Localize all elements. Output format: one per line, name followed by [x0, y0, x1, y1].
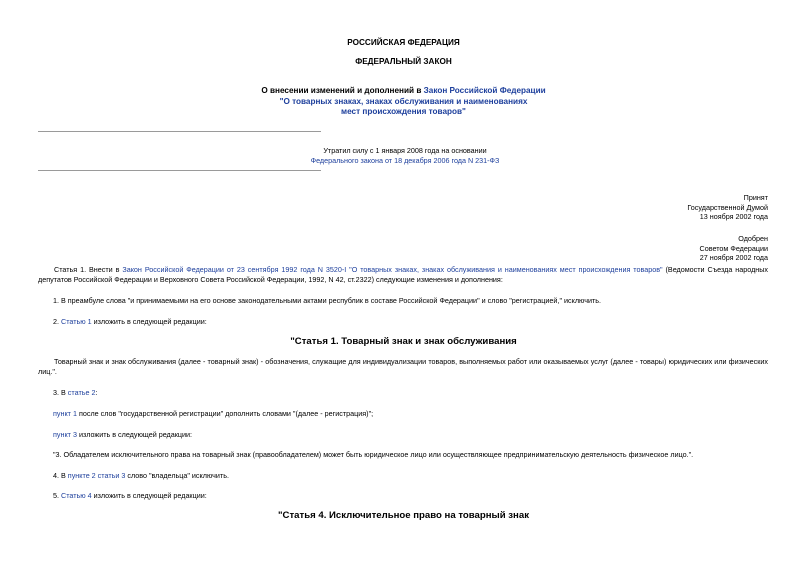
- law-title: [0, 85, 807, 96]
- article-1-prefix: Статья 1. Внести в: [54, 265, 123, 274]
- approved-body: Советом Федерации: [699, 243, 768, 253]
- law-title-line2[interactable]: "О товарных знаках, знаках обслуживания и наименованиях: [279, 97, 528, 106]
- divider-bottom: [38, 170, 321, 171]
- paragraph-4-link[interactable]: пункте 2 статьи 3: [67, 471, 126, 480]
- accepted-label: Принят: [743, 193, 768, 202]
- paragraph-5-prefix: 5.: [53, 491, 61, 500]
- article-1-intro: [38, 265, 768, 284]
- article-1-heading: "Статья 1. Товарный знак и знак обслуживания: [290, 336, 517, 347]
- article-1-suffix: (Ведомости Съезда народных депутатов Российской Федерации и Верховного Совета Российской Федерации, 1992, N 42, ст.2322) следующие изменения и дополнения:: [38, 265, 769, 284]
- accepted-date: 13 ноября 2002 года: [699, 212, 768, 222]
- approved-block: [500, 234, 768, 263]
- paragraph-3: [53, 388, 97, 398]
- article-1-text: Товарный знак и знак обслуживания (далее - товарный знак) - обозначения, служащие для индивидуализации товаров, выполняемых работ или оказываемых услуг (далее - товары) юридических или физических лиц.".: [38, 357, 768, 376]
- approved-date: 27 ноября 2002 года: [699, 253, 768, 263]
- paragraph-2-suffix: изложить в следующей редакции:: [91, 317, 207, 326]
- paragraph-3a-suffix: после слов "государственной регистрации" дополнить словами "(далее - регистрация)";: [76, 409, 374, 418]
- paragraph-2: [53, 317, 207, 327]
- paragraph-3-prefix: 3. В: [53, 388, 68, 397]
- notice-link[interactable]: Федерального закона от 18 декабря 2006 года N 231-ФЗ: [310, 156, 500, 165]
- paragraph-3b-suffix: изложить в следующей редакции:: [76, 430, 193, 439]
- paragraph-3b-link[interactable]: пункт 3: [53, 430, 77, 439]
- article-4-heading: "Статья 4. Исключительное право на товарный знак: [278, 510, 529, 521]
- paragraph-2-link[interactable]: Статью 1: [61, 317, 92, 326]
- accepted-block: [500, 193, 768, 222]
- article-1-law-link[interactable]: Закон Российской Федерации от 23 сентября 1992 года N 3520-I "О товарных знаках, знаках обслуживания и наименованиях мест происхождения товаров": [122, 265, 663, 274]
- law-title-link[interactable]: Закон Российской Федерации: [423, 86, 546, 95]
- paragraph-2-prefix: 2.: [53, 317, 61, 326]
- country-heading: РОССИЙСКАЯ ФЕДЕРАЦИЯ: [347, 38, 460, 47]
- divider-top: [38, 131, 321, 132]
- paragraph-4-suffix: слово "владельца" исключить.: [125, 471, 229, 480]
- law-title-prefix: О внесении изменений и дополнений в: [261, 86, 424, 95]
- law-title-line3[interactable]: мест происхождения товаров": [341, 107, 466, 116]
- paragraph-4-prefix: 4. В: [53, 471, 68, 480]
- accepted-body: Государственной Думой: [687, 202, 768, 212]
- paragraph-3b: [53, 430, 192, 440]
- paragraph-3a-link[interactable]: пункт 1: [53, 409, 77, 418]
- paragraph-3c: "3. Обладателем исключительного права на товарный знак (правообладателем) может быть юридическое лицо или осуществляющее предпринимательскую деятельность физическое лицо.".: [53, 450, 694, 459]
- doc-type-heading: ФЕДЕРАЛЬНЫЙ ЗАКОН: [355, 57, 452, 66]
- paragraph-3a: [53, 409, 373, 419]
- paragraph-1: 1. В преамбуле слова "и принимаемыми на его основе законодательными актами республик в составе Российской Федерации" и слово "регистрацией," исключить.: [53, 296, 602, 305]
- paragraph-5: [53, 491, 207, 501]
- paragraph-3-link[interactable]: статье 2: [67, 388, 96, 397]
- approved-label: Одобрен: [738, 234, 768, 243]
- notice-line1: Утратил силу с 1 января 2008 года на основании: [323, 146, 487, 155]
- paragraph-3-suffix: :: [95, 388, 98, 397]
- paragraph-5-suffix: изложить в следующей редакции:: [91, 491, 207, 500]
- paragraph-4: [53, 471, 229, 481]
- paragraph-5-link[interactable]: Статью 4: [61, 491, 92, 500]
